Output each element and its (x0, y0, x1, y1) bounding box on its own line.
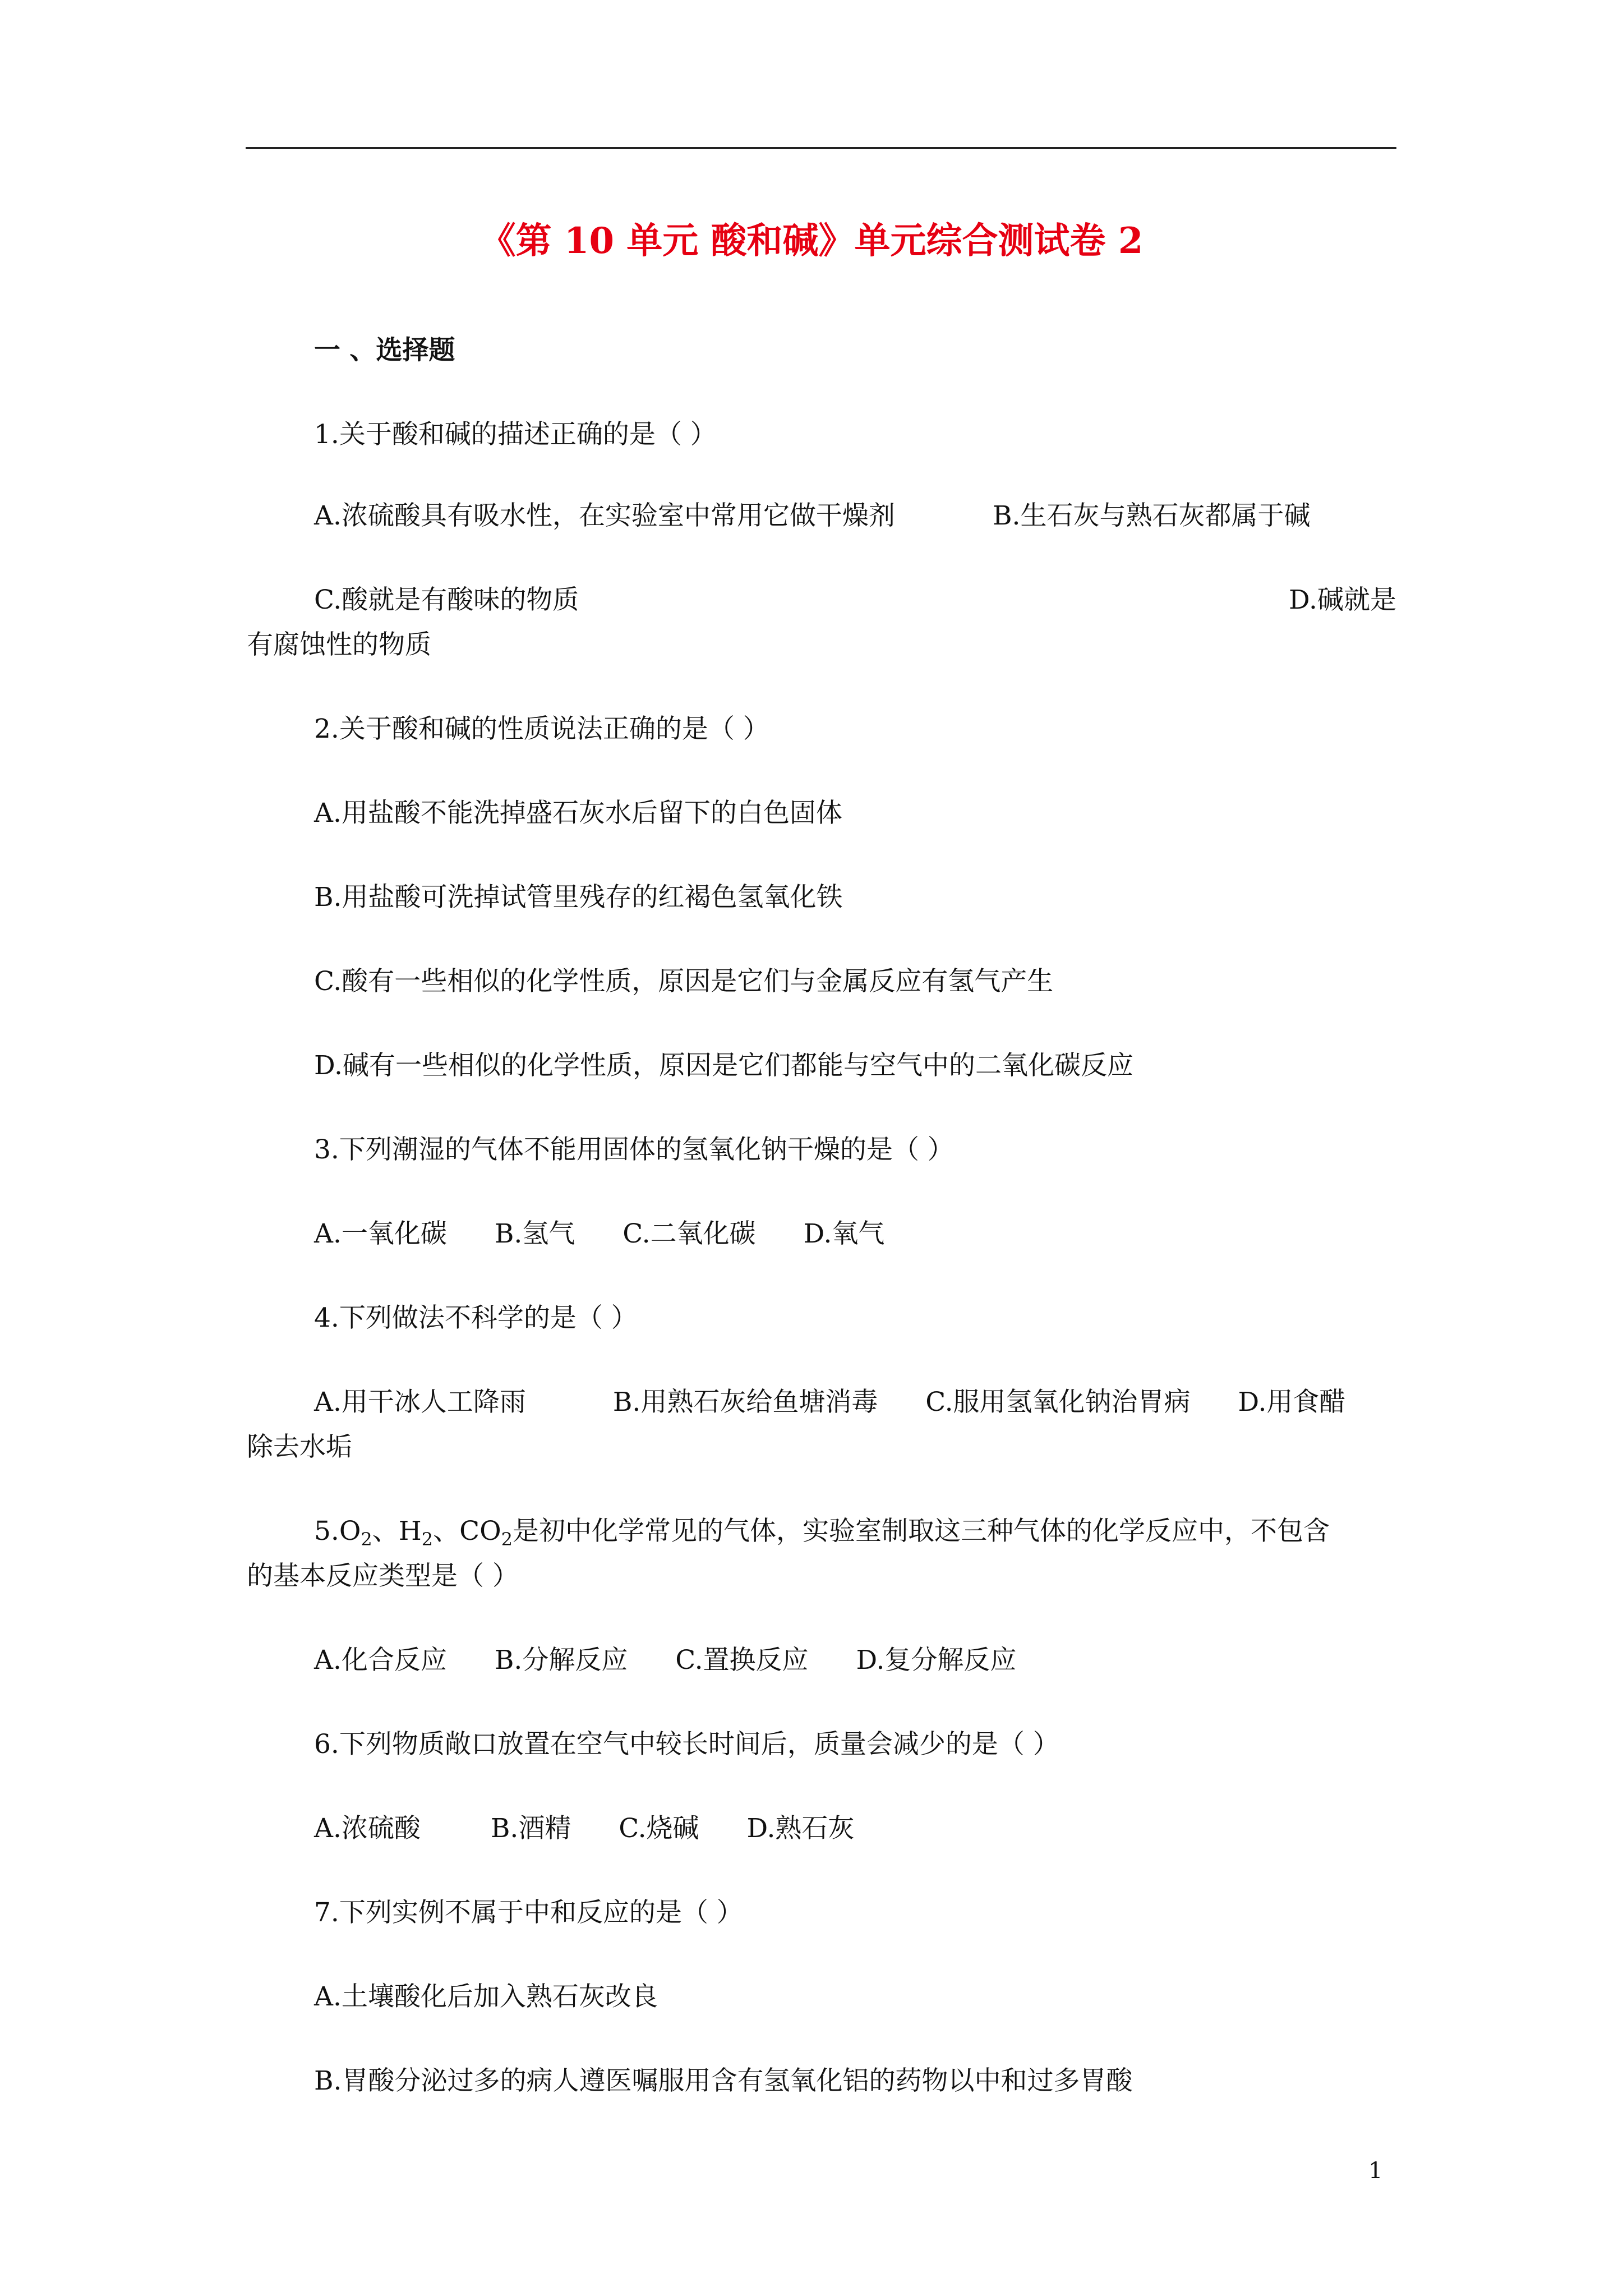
question-2-option-c: C.酸有一些相似的化学性质，原因是它们与金属反应有氢气产生 (314, 966, 1054, 997)
question-5-stem: $5.O_2$、$H_2$、$CO_2$是初中化学常见的气体，实验室制取这三种气体的化学反应中，不包含 (314, 1516, 1330, 1550)
question-3-option-c: C.二氧化碳 (623, 1218, 756, 1249)
question-1-option-d-continued: 有腐蚀性的物质 (247, 629, 431, 660)
question-1-option-d: D.碱就是 (1289, 585, 1396, 615)
formula-h2: $H_2$ (398, 1516, 434, 1550)
question-6-option-d: D.熟石灰 (746, 1813, 855, 1844)
header-rule (246, 147, 1396, 149)
question-4-stem: 4.下列做法不科学的是（ ） (314, 1303, 638, 1333)
question-5-stem-continued: 的基本反应类型是（ ） (247, 1561, 519, 1591)
question-7-option-b: B.胃酸分泌过多的病人遵医嘱服用含有氢氧化铝的药物以中和过多胃酸 (314, 2065, 1133, 2096)
question-5-option-b: B.分解反应 (494, 1645, 628, 1676)
question-2-option-d: D.碱有一些相似的化学性质，原因是它们都能与空气中的二氧化碳反应 (314, 1050, 1133, 1081)
question-4-option-c: C.服用氢氧化钠治胃病 (925, 1387, 1191, 1418)
question-1-option-b: B.生石灰与熟石灰都属于碱 (993, 500, 1311, 531)
question-5-options (314, 1641, 1016, 1680)
question-2-option-b: B.用盐酸可洗掉试管里残存的红褐色氢氧化铁 (314, 882, 843, 913)
question-7-stem: 7.下列实例不属于中和反应的是（ ） (314, 1897, 743, 1928)
question-2-option-a: A.用盐酸不能洗掉盛石灰水后留下的白色固体 (314, 798, 842, 829)
question-6-options (314, 1809, 854, 1848)
question-3-option-d: D.氧气 (803, 1218, 885, 1249)
question-5-stem-text: 是初中化学常见的气体，实验室制取这三种气体的化学反应中，不包含 (512, 1516, 1330, 1547)
question-5-number: 5. (314, 1516, 339, 1547)
question-1-option-a: A.浓硫酸具有吸水性，在实验室中常用它做干燥剂 (314, 500, 895, 531)
question-5-option-c: C.置换反应 (675, 1645, 809, 1676)
question-3-options (314, 1214, 884, 1254)
question-6-stem: 6.下列物质敞口放置在空气中较长时间后，质量会减少的是（ ） (314, 1729, 1059, 1760)
question-3-option-b: B.氢气 (494, 1218, 575, 1249)
question-7-option-a: A.土壤酸化后加入熟石灰改良 (314, 1981, 658, 2012)
formula-o2: $O_2$ (339, 1516, 372, 1550)
question-6-option-a: A.浓硫酸 (314, 1813, 421, 1844)
question-5-option-a: A.化合反应 (314, 1645, 447, 1676)
question-3-stem: 3.下列潮湿的气体不能用固体的氢氧化钠干燥的是（ ） (314, 1134, 954, 1165)
question-4-option-d-continued: 除去水垢 (247, 1432, 352, 1462)
question-4-options (314, 1383, 1345, 1422)
question-6-option-b: B.酒精 (490, 1813, 571, 1844)
question-1-stem: 1.关于酸和碱的描述正确的是（ ） (314, 419, 717, 450)
question-2-stem: 2.关于酸和碱的性质说法正确的是（ ） (314, 714, 769, 744)
question-6-option-c: C.烧碱 (619, 1813, 699, 1844)
question-5-option-d: D.复分解反应 (856, 1645, 1017, 1676)
page-title: 《第 10 单元 酸和碱》单元综合测试卷 2 (479, 220, 1144, 262)
formula-co2: $CO_2$ (459, 1516, 513, 1550)
question-1-option-c: C.酸就是有酸味的物质 (314, 585, 579, 615)
page-number: 1 (1368, 2158, 1383, 2184)
section-heading: 一 、选择题 (314, 335, 455, 366)
question-4-option-d: D.用食醋 (1238, 1387, 1346, 1418)
question-3-option-a: A.一氧化碳 (314, 1218, 447, 1249)
question-4-option-a: A.用干冰人工降雨 (314, 1387, 526, 1418)
question-4-option-b: B.用熟石灰给鱼塘消毒 (612, 1387, 878, 1418)
